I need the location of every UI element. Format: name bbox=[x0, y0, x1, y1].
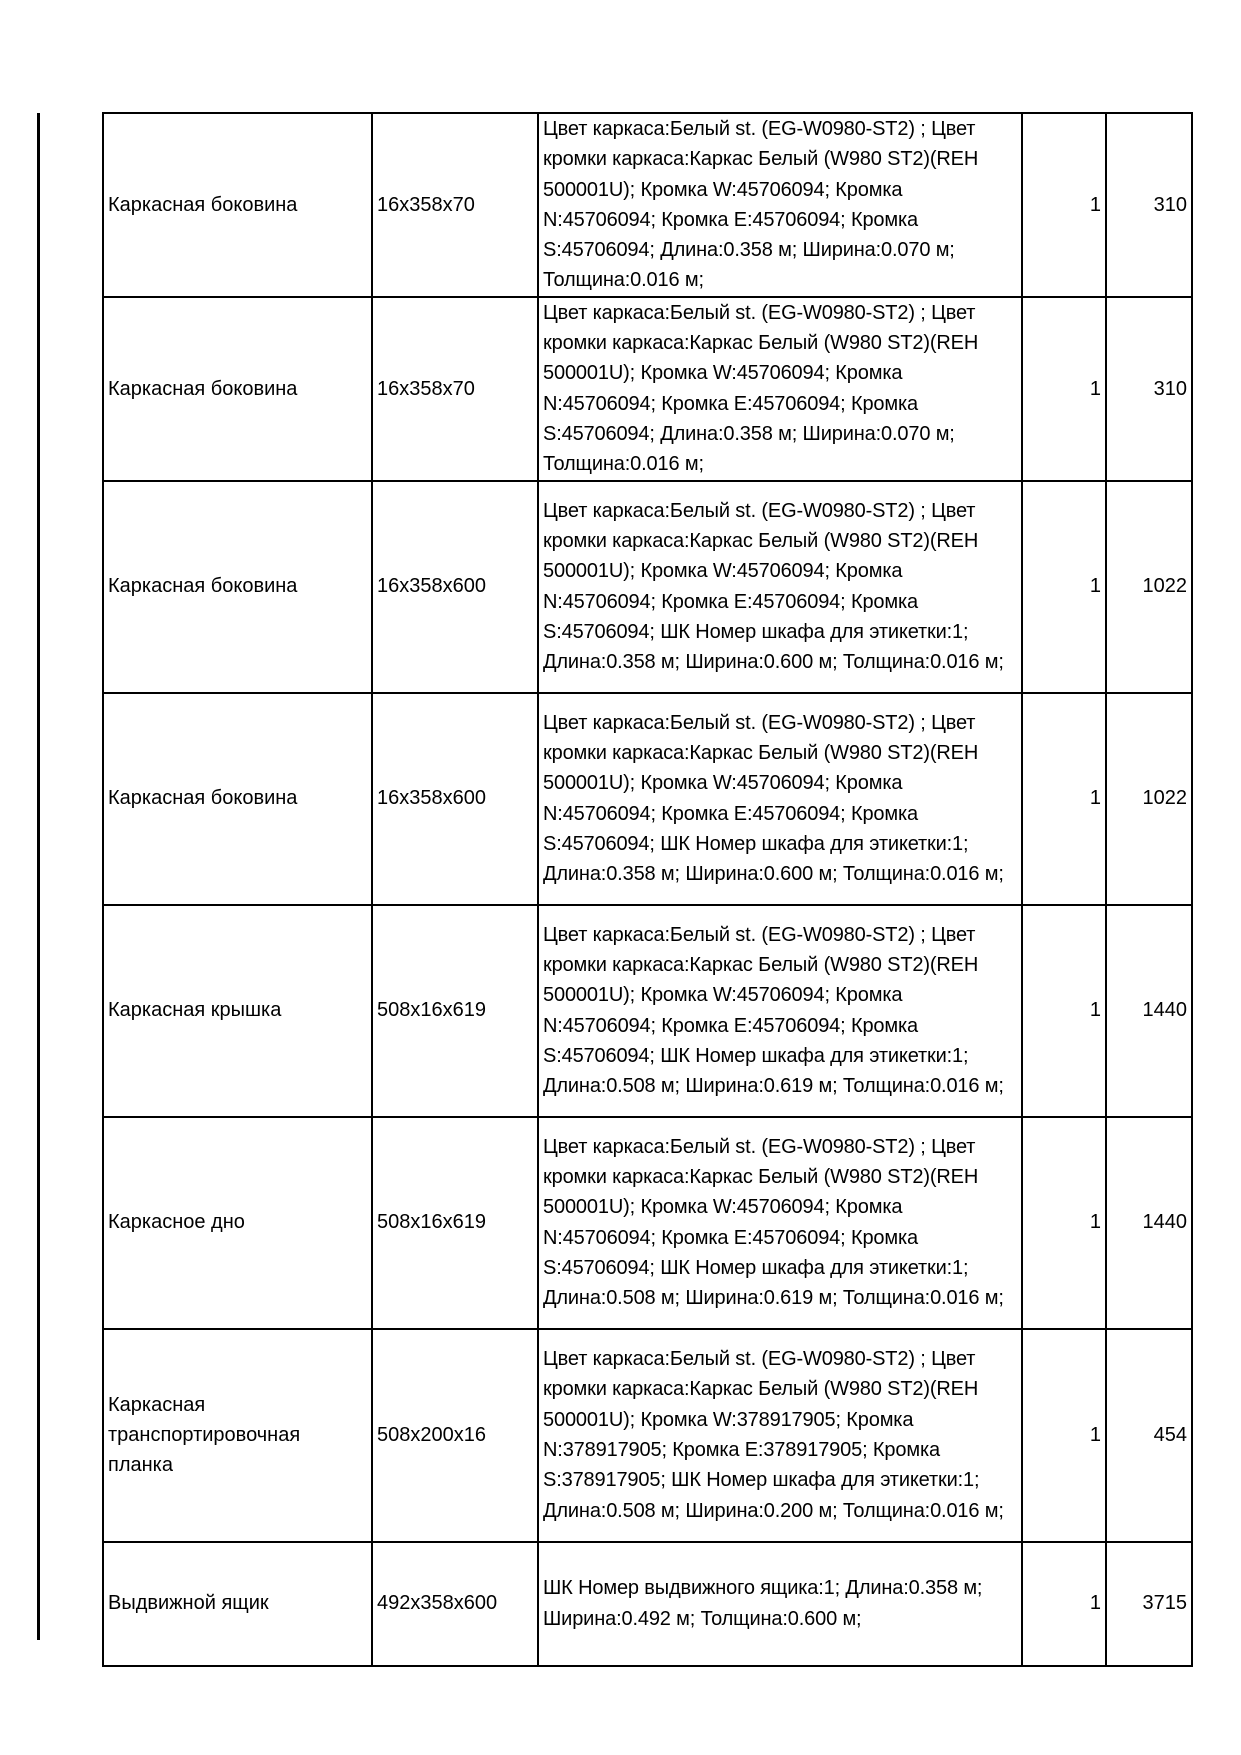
part-name-cell: Каркасная крышка bbox=[103, 905, 372, 1117]
part-description-cell: ШК Номер выдвижного ящика:1; Длина:0.358 м; Ширина:0.492 м; Толщина:0.600 м; bbox=[538, 1542, 1022, 1666]
part-quantity-cell: 1 bbox=[1022, 693, 1106, 905]
part-quantity-cell: 1 bbox=[1022, 113, 1106, 297]
table-row bbox=[103, 693, 1192, 905]
part-name-cell: Каркасное дно bbox=[103, 1117, 372, 1329]
table-row bbox=[103, 1542, 1192, 1666]
part-price-cell: 3715 bbox=[1106, 1542, 1192, 1666]
part-name-cell: Каркасная боковина bbox=[103, 297, 372, 481]
page-margin-line bbox=[37, 113, 40, 1640]
part-price-cell: 310 bbox=[1106, 113, 1192, 297]
part-name-cell: Каркасная транспортировочная планка bbox=[103, 1329, 372, 1542]
part-quantity-cell: 1 bbox=[1022, 1329, 1106, 1542]
part-quantity-cell: 1 bbox=[1022, 905, 1106, 1117]
part-price-cell: 1440 bbox=[1106, 905, 1192, 1117]
part-size-cell: 16x358x70 bbox=[372, 297, 538, 481]
part-size-cell: 16x358x600 bbox=[372, 693, 538, 905]
table-row bbox=[103, 113, 1192, 297]
part-description-cell: Цвет каркаса:Белый st. (EG-W0980-ST2) ; Цвет кромки каркаса:Каркас Белый (W980 ST2)(REH 500001U); Кромка W:45706094; Кромка N:45706094; Кромка E:45706094; Кромка S:45706094; ШК Номер шкафа для этикетки:1; Длина:0.358 м; Ширина:0.600 м; Толщина:0.016 м; bbox=[538, 481, 1022, 693]
table-row bbox=[103, 297, 1192, 481]
part-quantity-cell: 1 bbox=[1022, 297, 1106, 481]
part-size-cell: 16x358x70 bbox=[372, 113, 538, 297]
part-quantity-cell: 1 bbox=[1022, 1117, 1106, 1329]
part-quantity-cell: 1 bbox=[1022, 1542, 1106, 1666]
part-size-cell: 492x358x600 bbox=[372, 1542, 538, 1666]
part-description-cell: Цвет каркаса:Белый st. (EG-W0980-ST2) ; Цвет кромки каркаса:Каркас Белый (W980 ST2)(REH 500001U); Кромка W:45706094; Кромка N:45706094; Кромка E:45706094; Кромка S:45706094; ШК Номер шкафа для этикетки:1; Длина:0.508 м; Ширина:0.619 м; Толщина:0.016 м; bbox=[538, 905, 1022, 1117]
part-price-cell: 310 bbox=[1106, 297, 1192, 481]
table-row bbox=[103, 905, 1192, 1117]
part-name-cell: Каркасная боковина bbox=[103, 693, 372, 905]
part-price-cell: 1440 bbox=[1106, 1117, 1192, 1329]
part-size-cell: 16x358x600 bbox=[372, 481, 538, 693]
part-quantity-cell: 1 bbox=[1022, 481, 1106, 693]
part-price-cell: 1022 bbox=[1106, 693, 1192, 905]
table-row bbox=[103, 1329, 1192, 1542]
part-description-cell: Цвет каркаса:Белый st. (EG-W0980-ST2) ; Цвет кромки каркаса:Каркас Белый (W980 ST2)(REH 500001U); Кромка W:45706094; Кромка N:45706094; Кромка E:45706094; Кромка S:45706094; Длина:0.358 м; Ширина:0.070 м; Толщина:0.016 м; bbox=[538, 297, 1022, 481]
table-row bbox=[103, 481, 1192, 693]
part-name-cell: Выдвижной ящик bbox=[103, 1542, 372, 1666]
part-name-cell: Каркасная боковина bbox=[103, 113, 372, 297]
parts-table bbox=[102, 112, 1193, 1667]
part-size-cell: 508x16x619 bbox=[372, 1117, 538, 1329]
part-price-cell: 454 bbox=[1106, 1329, 1192, 1542]
part-size-cell: 508x16x619 bbox=[372, 905, 538, 1117]
part-price-cell: 1022 bbox=[1106, 481, 1192, 693]
table-row bbox=[103, 1117, 1192, 1329]
part-description-cell: Цвет каркаса:Белый st. (EG-W0980-ST2) ; Цвет кромки каркаса:Каркас Белый (W980 ST2)(REH 500001U); Кромка W:45706094; Кромка N:45706094; Кромка E:45706094; Кромка S:45706094; Длина:0.358 м; Ширина:0.070 м; Толщина:0.016 м; bbox=[538, 113, 1022, 297]
part-description-cell: Цвет каркаса:Белый st. (EG-W0980-ST2) ; Цвет кромки каркаса:Каркас Белый (W980 ST2)(REH 500001U); Кромка W:45706094; Кромка N:45706094; Кромка E:45706094; Кромка S:45706094; ШК Номер шкафа для этикетки:1; Длина:0.508 м; Ширина:0.619 м; Толщина:0.016 м; bbox=[538, 1117, 1022, 1329]
part-description-cell: Цвет каркаса:Белый st. (EG-W0980-ST2) ; Цвет кромки каркаса:Каркас Белый (W980 ST2)(REH 500001U); Кромка W:378917905; Кромка N:378917905; Кромка E:378917905; Кромка S:378917905; ШК Номер шкафа для этикетки:1; Длина:0.508 м; Ширина:0.200 м; Толщина:0.016 м; bbox=[538, 1329, 1022, 1542]
part-name-cell: Каркасная боковина bbox=[103, 481, 372, 693]
part-description-cell: Цвет каркаса:Белый st. (EG-W0980-ST2) ; Цвет кромки каркаса:Каркас Белый (W980 ST2)(REH 500001U); Кромка W:45706094; Кромка N:45706094; Кромка E:45706094; Кромка S:45706094; ШК Номер шкафа для этикетки:1; Длина:0.358 м; Ширина:0.600 м; Толщина:0.016 м; bbox=[538, 693, 1022, 905]
part-size-cell: 508x200x16 bbox=[372, 1329, 538, 1542]
